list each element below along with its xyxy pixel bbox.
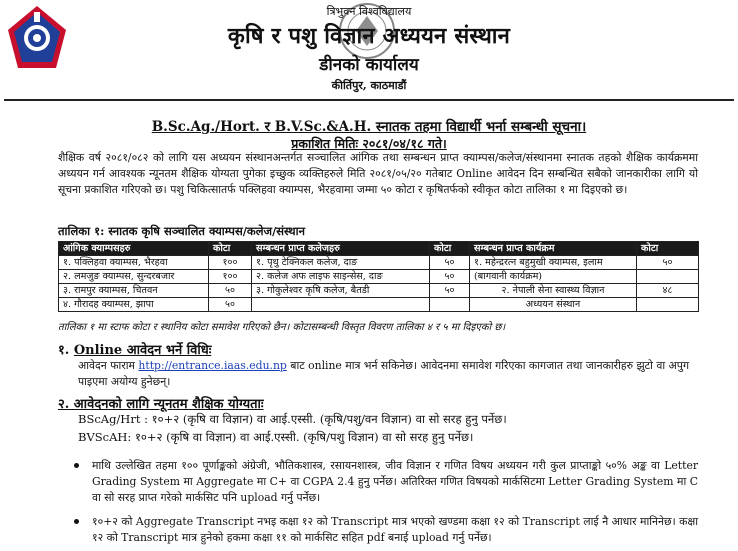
section-1-title: Online आवेदन भर्ने विधिः [73,343,212,358]
table-note: तालिका १ मा स्टाफ कोटा र स्थानिय कोटा समावेश गरिएको छैन। कोटासम्बन्धी विस्तृत विवरण तालिका ४ र ५ मा दिइएको छ। [58,322,506,333]
bullet-icon [74,463,79,468]
list-item [92,514,698,546]
section-1-heading [58,340,211,358]
table-cell: १०० [209,256,252,270]
table-cell: ५० [637,256,699,270]
notice-date: प्रकाशित मितिः २०८१/०४/१८ गते। [291,136,447,151]
table-row [59,284,699,298]
institute-name: कृषि र पशु विज्ञान अध्ययन संस्थान [227,23,511,49]
table-caption: तालिका १: स्नातक कृषि सञ्चालित क्याम्पस/कलेज/संस्थान [58,224,306,238]
table-row [59,298,699,312]
table-header-cell: कोटा [637,242,699,256]
list-item [92,458,698,506]
table-cell: १. महेन्द्ररत्न बहुमुखी क्याम्पस, इलाम [470,256,637,270]
table-cell: ५० [209,298,252,312]
table-cell: ५० [430,284,470,298]
table-cell: ५० [209,284,252,298]
table-cell: २. लमजुङ क्याम्पस, सुन्दरबजार [59,270,209,284]
section-2-title: २. आवेदनको लागि न्यूनतम शैक्षिक योग्यताः [58,397,264,412]
requirement-bvscah: BVScAH: १०+२ (कृषि वा विज्ञान) वा आई.एस्सी. (कृषि/पशु विज्ञान) वा सो सरह हुनु पर्नेछ। [78,430,474,444]
table-cell: ३. रामपुर क्याम्पस, चितवन [59,284,209,298]
table-cell: (बागवानी कार्यक्रम) [470,270,637,284]
table-cell [637,298,699,312]
intro-paragraph: शैक्षिक वर्ष २०८१/०८२ को लागि यस अध्ययन संस्थानअन्तर्गत सञ्चालित आंगिक तथा सम्बन्धन प्राप्त क्याम्पस/कलेज/संस्थानमा स्नातक तहको शैक्षिक कार्यक्रममा अध्ययन गर्न आवश्यक न्यूनतम शैक्षिक योग्यता पुगेका इच्छुक व्यक्तिहरुले मिति २०८१/०५/२० गतेबाट Online आवेदन दिन सम्बन्धित सबैको जानकारीका लागि यो सूचना प्रकाशित गरिएको छ। पशु चिकित्सातर्फ पक्लिहवा क्याम्पस, भैरहवामा जम्मा ५० कोटा र कृषितर्फको स्वीकृत कोटा तालिका १ मा दिइएको छ। [58,151,698,196]
bullet-icon [74,519,79,524]
table-row [59,270,699,284]
table-cell: अध्ययन संस्थान [470,298,637,312]
section-1-text [78,358,698,390]
table-header-cell: आंगिक क्याम्पसहरु [59,242,209,256]
bullet-text: १०+२ को Aggregate Transcript नभइ कक्षा १२ को Transcript मात्र भएको खण्डमा कक्षा १२ को Transcript लाई नै आधार मानिनेछ। कक्षा १२ को Transcript मात्र हुनेको हकमा कक्षा ११ को मार्कसिट सहित pdf बनाई upload गर्नु पर्नेछ। [92,515,698,544]
table-cell: ४८ [637,284,699,298]
table-cell: १. पृथु टेक्निकल कलेज, दाङ [252,256,430,270]
table-cell: ४. गौरादह क्याम्पस, झापा [59,298,209,312]
office-name: डीनको कार्यालय [319,55,419,75]
entrance-link[interactable]: http://entrance.iaas.edu.np [138,359,287,372]
table-header-cell: कोटा [209,242,252,256]
notice-title: B.Sc.Ag./Hort. र B.V.Sc.&A.H. स्नातक तहमा विद्यार्थी भर्ना सम्बन्धी सूचना। [151,119,587,135]
table-cell: २. कलेज अफ लाइफ साइन्सेस, दाङ [252,270,430,284]
office-place: कीर्तिपुर, काठमाडौं [331,79,407,92]
table-header-cell: सम्बन्धन प्राप्त कार्यक्रम [470,242,637,256]
table-cell: २. नेपाली सेना स्वास्थ्य विज्ञान [470,284,637,298]
table-cell: ३. गोकुलेश्वर कृषि कलेज, बैतडी [252,284,430,298]
table-cell: १. पक्लिहवा क्याम्पस, भैरहवा [59,256,209,270]
table-header-cell: कोटा [430,242,470,256]
table-header-row [59,242,699,256]
table-header-cell: सम्बन्धन प्राप्त कलेजहरु [252,242,430,256]
header-divider [4,99,734,101]
table-cell: १०० [209,270,252,284]
table-cell [430,298,470,312]
quota-table [58,241,699,312]
section-1-text-before: आवेदन फाराम [78,359,139,372]
table-cell [637,270,699,284]
university-name: त्रिभुवन विश्वविद्यालय [326,5,412,18]
bullet-text: माथि उल्लेखित तहमा १०० पूर्णाङ्कको अंग्रेजी, भौतिकशास्त्र, रसायनशास्त्र, जीव विज्ञान र गणित विषय अध्ययन गरी कुल प्राप्ताङ्को ५०% अङ्क वा Letter Grading System मा Aggregate मा C+ वा CGPA 2.4 हुनु पर्नेछ। अतिरिक्त गणित विषयको मार्कसिटमा Letter Grading System मा C वा सो सरह प्राप्त गरेको मार्कसिट पनि upload गर्नु पर्नेछ। [92,459,698,504]
table-row [59,256,699,270]
section-1-text-after: बाट online मात्र भर्न सकिनेछ। आवेदनमा समावेश गरिएका कागजात तथा जानकारीहरु झुटो वा अपुग पाइएमा अयोग्य हुनेछन्। [78,359,690,388]
table-cell [252,298,430,312]
table-cell: ५० [430,256,470,270]
table-cell: ५० [430,270,470,284]
section-1-number: १. [58,343,70,358]
requirement-bscag: BScAg/Hrt : १०+२ (कृषि वा विज्ञान) वा आई.एस्सी. (कृषि/पशु/वन विज्ञान) वा सो सरह हुनु पर्नेछ। [78,412,507,426]
